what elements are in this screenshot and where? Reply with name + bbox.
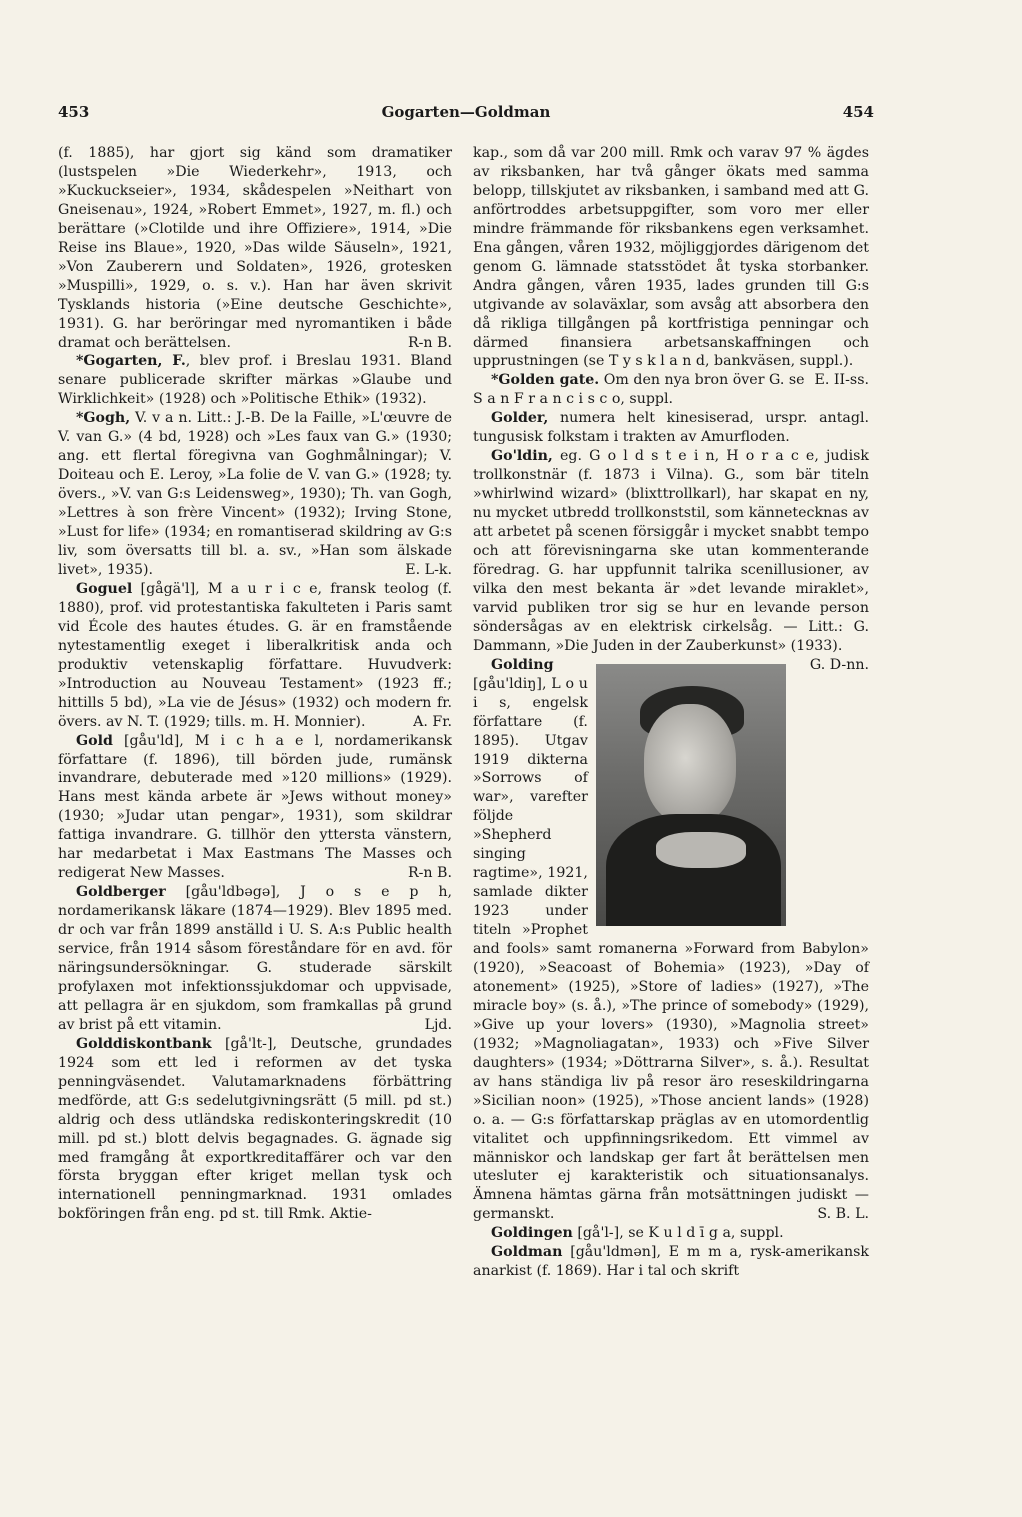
right-column <box>473 144 869 1281</box>
entry-text: Litt.: J.-B. De la Faille, »L'œuvre de V. van G.» (4 bd, 1928) och »Les faux van G.» (1930; ang. ett flertal föregivna van Goghmålningar); V. Doiteau och E. Leroy, »La folie de V. van G.» (1928; ty. övers., »V. van G:s Leidensweg», 1930); Th. van Gogh, »Lettres à son frère Vincent» (1932); Irving Stone, »Lust for life» (1934; en romantiserad skildring av G:s liv, som översatts till bl. a. sv., »Han som älskade livet», 1935). <box>58 410 452 578</box>
entry-text: suppl. <box>735 1225 784 1242</box>
cross-reference: K u l d ī g a, <box>643 1225 736 1242</box>
author-signature: R-n B. <box>407 334 452 351</box>
cross-reference: S a n F r a n c i s c o, <box>473 391 625 408</box>
headword: *Gogarten, F. <box>76 353 186 370</box>
entry-golding <box>473 656 869 1225</box>
entry-goguel <box>58 580 452 732</box>
entry-text: judisk trollkonstnär (f. 1873 i Vilna). G., som bär titeln »whirlwind wizard» (blixttrollkarl), har skapat en ny, nu mycket utbredd trollkonststil, som kännetecknas av att arbetet på scenen försiggår i mycket snabbt tempo och att förevisningarna ske utan kommenterande föredrag. G. har uppfunnit talrika scenillusioner, av vilka den mest bekanta är »det levande miraklet», varvid publiken tror sig se hur en levande person söndersågas av en elektrisk cirkelsåg. — Litt.: G. Dammann, »Die Juden in der Zauberkunst» (1933). <box>473 448 869 654</box>
entry-text: , blev prof. i Breslau 1931. Bland senare publicerade skrifter märkas »Glaube und Wirklichkeit» (1928) och »Politische Ethik» (1932). <box>58 353 452 408</box>
headword: Go'ldin, <box>491 448 553 465</box>
entry-text: rysk-amerikansk anarkist (f. 1869). Har i tal och skrift <box>473 1244 869 1280</box>
entry-text: nordamerikansk författare (f. 1896), till börden jude, rumänsk invandrare, debuterade med »120 millions» (1929). Hans mest kända arbete är »Jews without money» (1930; »Judar utan pengar», 1931), som skildrar fattiga invandrare. G. tillhör den yttersta vänstern, har medarbetat i Max Eastmans The Masses och redigerat New Masses. <box>58 732 452 882</box>
entry-text: nordamerikansk läkare (1874—1929). Blev 1895 med. dr och var från 1899 anställd i U. S. A:s Public health service, från 1914 såsom föreståndare för en avd. för näringsundersökningar. G. studerade särskilt profylaxen mot infektionssjukdomar och uppvisade, att pellagra är en sjukdom, som framkallas på grund av brist på ett vitamin. <box>58 903 452 1033</box>
entry-text: suppl. <box>624 391 674 408</box>
entry-gold <box>58 732 452 884</box>
entry-name: Deutsche, <box>277 1035 363 1052</box>
entry-text: fransk teolog (f. 1880), prof. vid protestantiska fakulteten i Paris samt vid École des hautes études. G. är en framstående nytestamentlig exeget i liberalkritisk anda och produktiv vetenskaplig författare. Huvudverk: »Introduction au Nouveau Testament» (1923 ff.; hittills 5 bd), »La vie de Jésus» (1932) och modern fr. övers. av N. T. (1929; tills. m. H. Monnier). <box>58 580 452 730</box>
headword: Gold <box>76 732 113 749</box>
portrait-face <box>644 704 736 824</box>
headword: Goldman <box>491 1244 563 1261</box>
page-number-right: 454 <box>842 103 874 121</box>
pronunciation: [gåu'ldbəgə], <box>165 884 281 901</box>
pronunciation: [gå'l-], <box>572 1225 624 1242</box>
pronunciation: [gågä'l], <box>132 580 200 597</box>
entry-text: engelsk författare (f. 1895). Utgav 1919 dikterna »Sorrows of war», varefter följde »Shepherd singing ragtime», 1921, samlade dikter 1923 under titeln »Prophet and fools» samt romanerna »Forward from Babylon» (1920), »Seacoast of Bohemia» (1923), »Day of atonement» (1925), »Store of ladies» (1927), »The miracle boy» (s. å.), »The prince of somebody» (1929), »Give up your lovers» (1930), »Magnolia street» (1932; »Magnoliagatan», 1933) och »Five Silver daughters» (1934; »Döttrarna Silver», s. å.). Resultat av hans ständiga liv på resor äro reseskildringarna »Sicilian noon» (1925), »Those ancient lands» (1928) o. a. — G:s författarskap präglas av en utomordentlig vitalitet och uppfinningsrikedom. Ett vimmel av människor och landskap ger fart åt berättelsen men utesluter ej karakteristik och situationsanalys. Ämnena hämtas gärna från motsättningen judiskt — germanskt. <box>473 694 869 1223</box>
headword: *Gogh, <box>76 410 131 427</box>
headword: Goldingen <box>491 1225 573 1242</box>
entry-text: se <box>623 1225 644 1242</box>
pronunciation: [gå'lt-], <box>211 1035 277 1052</box>
author-signature: G. D-nn. <box>809 656 869 673</box>
headword: Golder, <box>491 410 549 427</box>
entry-goldberger <box>58 883 452 1035</box>
entry-name: V. v a n. <box>135 410 193 427</box>
entry-text: bankväsen, suppl.). <box>709 353 854 370</box>
entry-text: kap., som då var 200 mill. Rmk och varav 97 % ägdes av riksbanken, har två gånger ökats med samma belopp, tillskjutet av riksbanken, i samband med att G. anförtroddes arbetsuppgifter, som voro mer eller mindre främmande för riksbankens egen verksamhet. Ena gången, våren 1932, möjliggjordes därigenom det genom G. lämnade statsstödet åt tyska storbanker. Andra gången, våren 1935, lades grunden till G:s utgivande av solaväxlar, som avsåg att absorbera den då rikliga tillgången på kortfristiga penningar och därmed finansiera arbetsanskaffningen och upprustningen (se <box>473 145 869 370</box>
entry-name: E m m a, <box>660 1244 743 1261</box>
headword: Golding <box>491 656 554 673</box>
page-number-left: 453 <box>58 103 90 121</box>
headword: Goguel <box>76 580 133 597</box>
author-signature: E. L-k. <box>405 561 452 578</box>
portrait-body <box>606 814 781 926</box>
entry-goldingen <box>473 1224 869 1243</box>
portrait-photo <box>596 664 786 926</box>
entry-text: numera helt kinesiserad, urspr. antagl. tungusisk folkstam i trakten av Amurfloden. <box>473 410 869 446</box>
entry-name: G o l d s t e i n, H o r a c e, <box>582 448 819 465</box>
entry-text: grundades 1924 som ett led i reformen av det tyska penningväsendet. Valutamarknadens förbättring medförde, att G:s sedelutgivningsrätt (5 mill. pd st.) aldrig och dess utländska rediskonteringskredit (10 mill. pd st.) blott delvis begagnades. G. ägnade sig med framgång åt exportkreditaffärer och var den första bryggan efter kriget mellan tysk och internationell penningmarknad. 1931 omlades bokföringen från eng. pd st. till Rmk. Aktie- <box>58 1035 452 1223</box>
pronunciation: [gåu'ldmən], <box>562 1244 661 1261</box>
author-signature: S. B. L. <box>817 1206 869 1223</box>
entry-name: M i c h a e l, <box>183 732 324 749</box>
headword: *Golden gate. <box>491 372 600 389</box>
author-signature: R-n B. <box>407 865 452 882</box>
author-signature: A. Fr. <box>413 713 452 730</box>
author-signature: E. II-ss. <box>814 372 869 389</box>
entry-name: L o u i s, <box>473 675 588 711</box>
entry-goldman <box>473 1243 869 1281</box>
pronunciation: [gåu'ldiŋ], <box>473 675 547 692</box>
pronunciation: [gåu'ld], <box>112 732 184 749</box>
entry-text: (f. 1885), har gjort sig känd som dramatiker (lustspelen »Die Wiederkehr», 1913, och »Kuckuckseier», 1934, skådespelen »Neithart von Gneisenau», 1924, »Robert Emmet», 1927, m. fl.) och berättare (»Clotilde und ihre Offiziere», 1914, »Die Reise ins Blaue», 1920, »Das wilde Säuseln», 1921, »Von Zauberern und Soldaten», 1926, grotesken »Muspilli», 1929, o. s. v.). Han har även skrivit Tysklands historia (»Eine deutsche Geschichte», 1931). G. har beröringar med nyromantiken i både dramat och berättelsen. <box>58 145 452 351</box>
running-title: Gogarten—Goldman <box>381 103 551 121</box>
author-signature: Ljd. <box>424 1016 452 1033</box>
entry-text: Om den nya bron över G. se <box>599 372 805 389</box>
cross-reference: T y s k l a n d, <box>604 353 710 370</box>
entry-name: J o s e p h, <box>280 884 452 901</box>
headword: Goldberger <box>76 884 166 901</box>
entry-gogarten <box>58 352 452 409</box>
headword: Golddiskontbank <box>76 1035 212 1052</box>
entry-golddiskontbank <box>58 1035 452 1225</box>
entry-text: eg. <box>552 448 582 465</box>
entry-continuation <box>58 144 452 352</box>
entry-name: M a u r i c e, <box>199 580 323 597</box>
left-column <box>58 144 452 1224</box>
entry-golder <box>473 409 869 447</box>
page-header <box>58 103 874 123</box>
entry-gogh <box>58 409 452 580</box>
portrait-hand <box>656 832 746 868</box>
